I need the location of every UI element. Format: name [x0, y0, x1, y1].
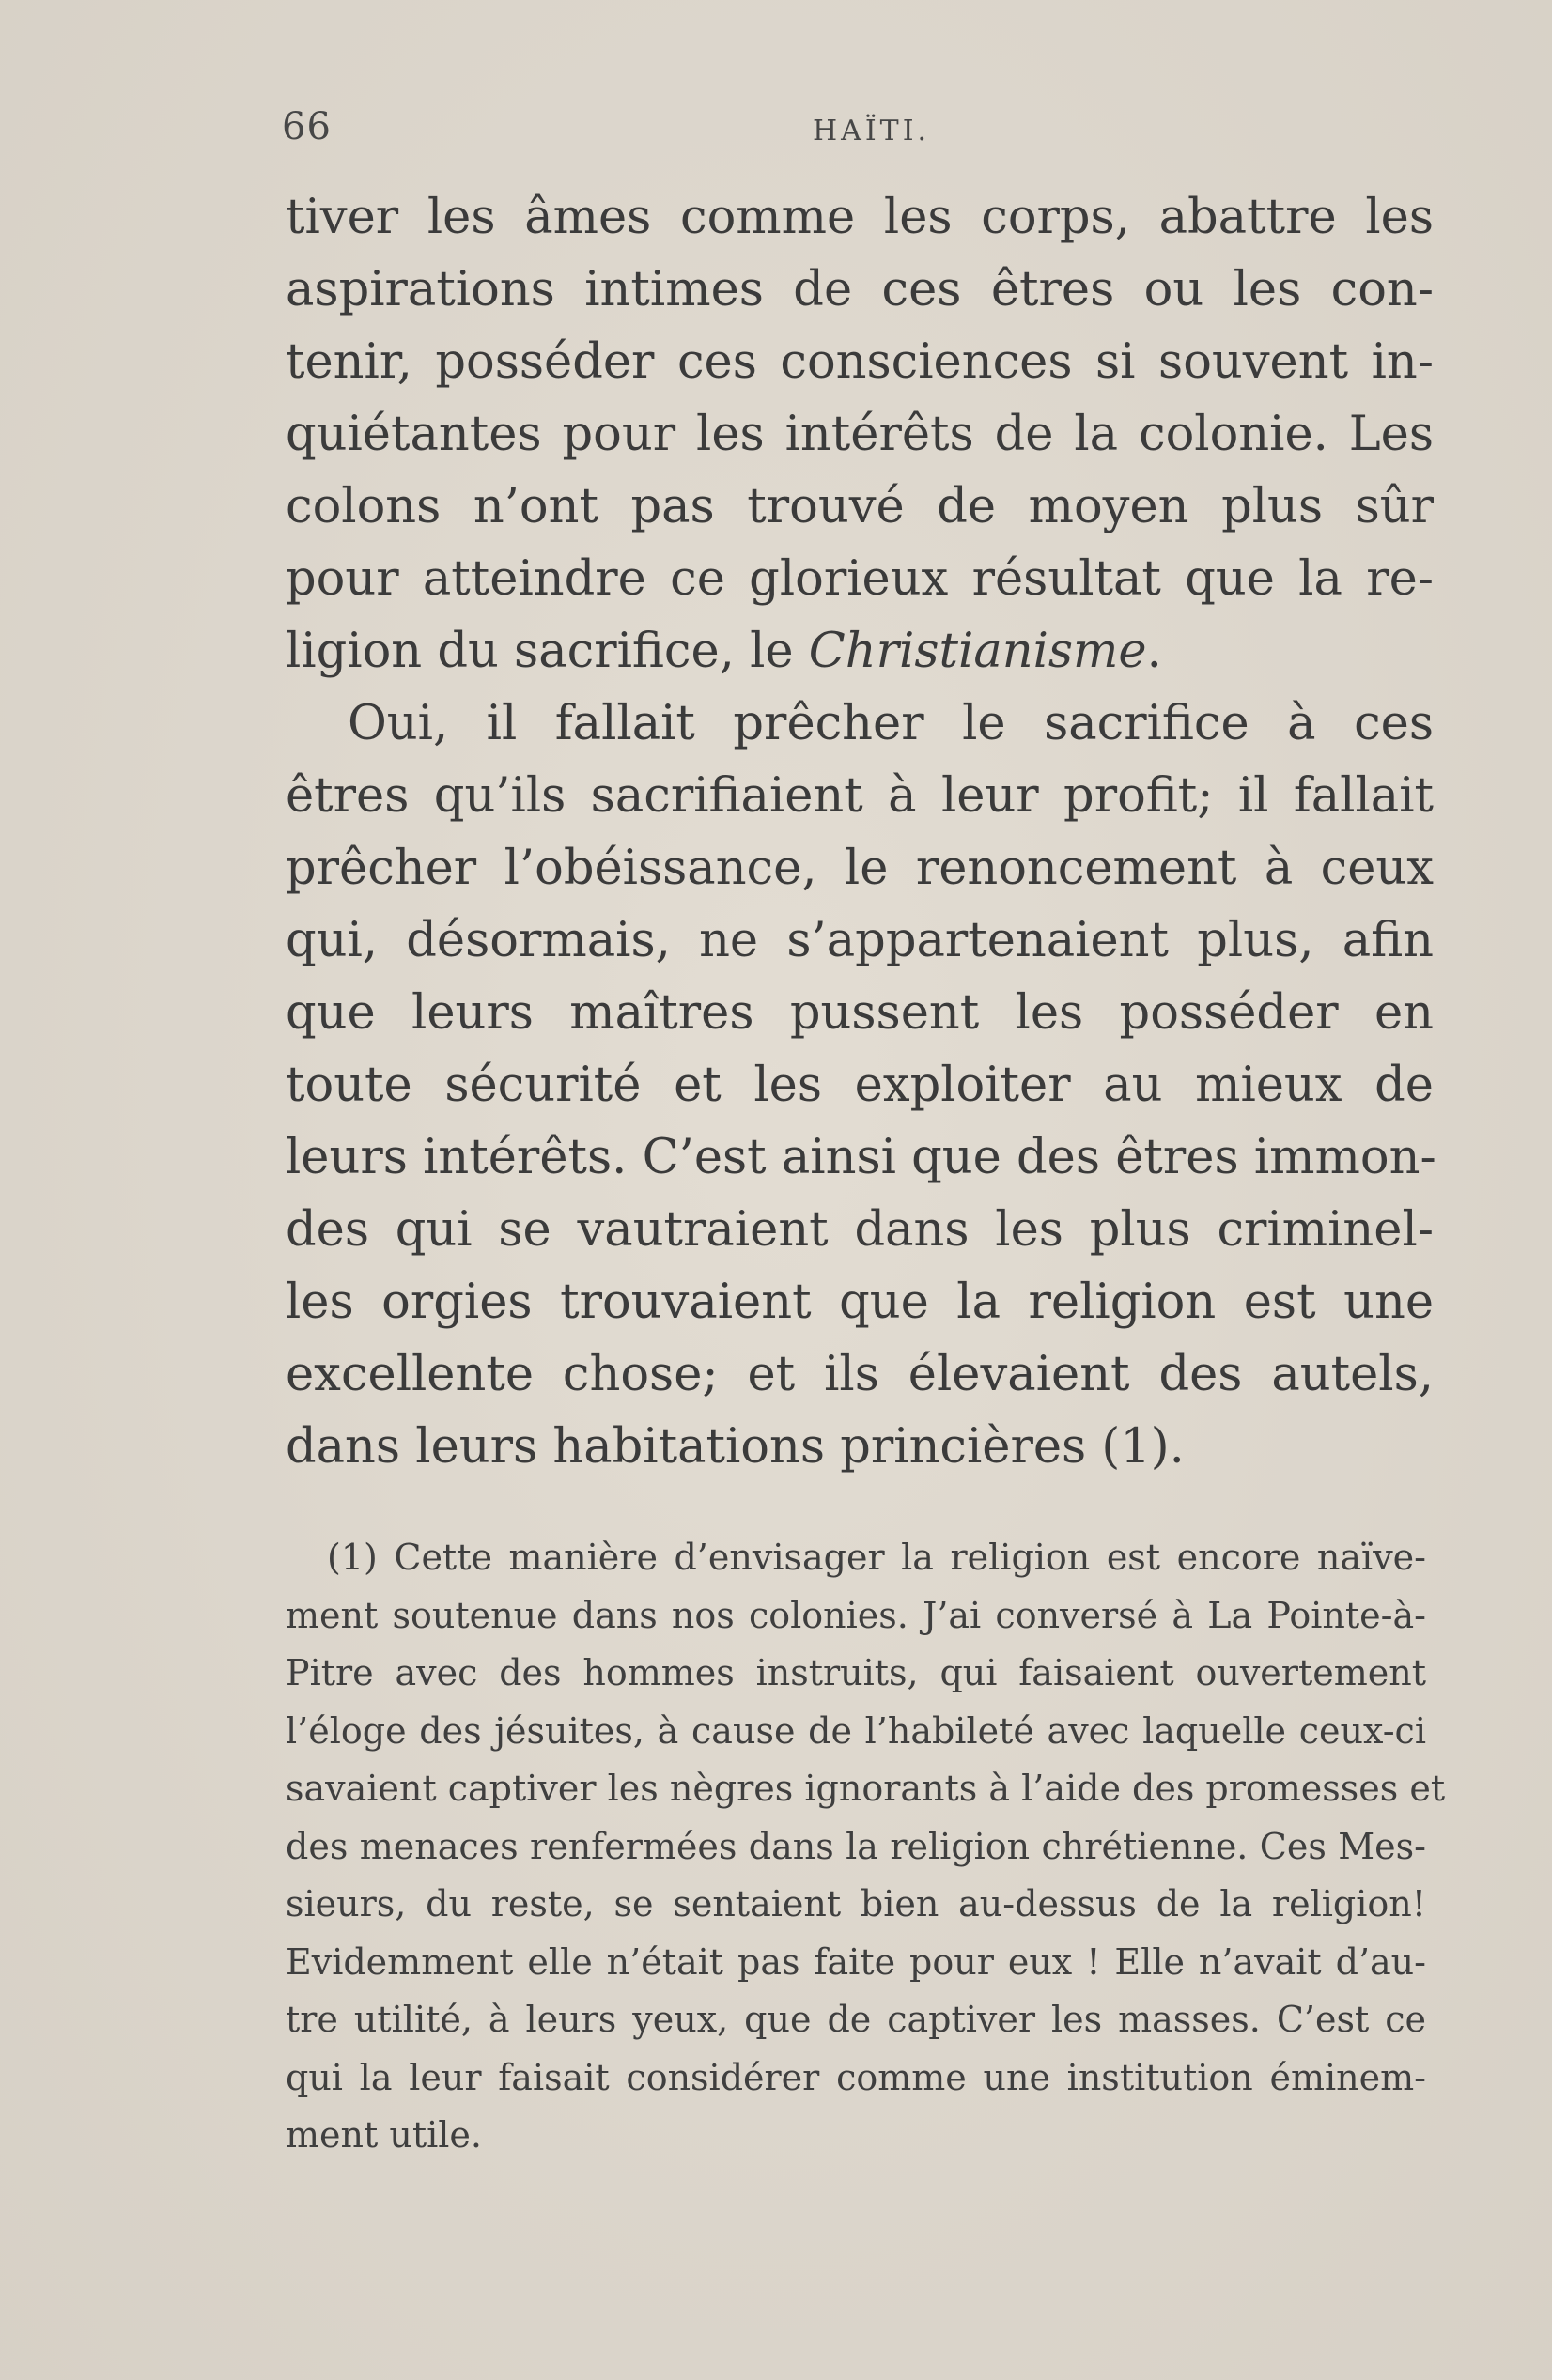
footnote-line: ment soutenue dans nos colonies. J’ai conversé à La Pointe-à- — [286, 1594, 1426, 1636]
footnote-line: Evidemment elle n’était pas faite pour eux ! Elle n’avait d’au- — [286, 1940, 1426, 1983]
text-line: des qui se vautraient dans les plus criminel- — [286, 1202, 1434, 1258]
italic-word: Christianisme — [808, 624, 1147, 679]
running-head: HAÏTI. — [813, 115, 931, 147]
footnote-line: des menaces renfermées dans la religion chrétienne. Ces Mes- — [286, 1825, 1426, 1867]
main-text — [286, 181, 1434, 1483]
page-number: 66 — [282, 105, 332, 148]
text-line: prêcher l’obéissance, le renoncement à ceux — [286, 841, 1434, 896]
text-line: que leurs maîtres pussent les posséder en — [286, 985, 1434, 1041]
text-line: les orgies trouvaient que la religion est une — [286, 1275, 1434, 1330]
text-line: aspirations intimes de ces êtres ou les con- — [286, 262, 1434, 317]
paragraph-end-line — [286, 615, 1434, 688]
text-line: toute sécurité et les exploiter au mieux de — [286, 1058, 1434, 1113]
footnote-line: savaient captiver les nègres ignorants à l’aide des promesses et — [286, 1768, 1446, 1809]
text-line: qui, désormais, ne s’appartenaient plus, afin — [286, 913, 1434, 968]
text-line: tenir, posséder ces consciences si souvent in- — [286, 334, 1434, 390]
footnote-line: qui la leur faisait considérer comme une institution éminem- — [286, 2056, 1426, 2098]
footnote-line: ment utile. — [286, 2114, 482, 2156]
text-line: pour atteindre ce glorieux résultat que la re- — [286, 551, 1434, 607]
footnote-line: sieurs, du reste, se sentaient bien au-dessus de la religion! — [286, 1883, 1426, 1924]
text-line: quiétantes pour les intérêts de la colonie. Les — [286, 407, 1434, 462]
text-line: colons n’ont pas trouvé de moyen plus sûr — [286, 479, 1434, 534]
footnote — [286, 1529, 1446, 2165]
text-fragment: . — [1146, 624, 1162, 679]
text-line: tiver les âmes comme les corps, abattre les — [286, 190, 1434, 245]
text-line: leurs intérêts. C’est ainsi que des êtres immon- — [286, 1130, 1436, 1185]
paragraph-end-line: dans leurs habitations princières (1). — [286, 1419, 1185, 1475]
footnote-line: l’éloge des jésuites, à cause de l’habileté avec laquelle ceux-ci — [286, 1709, 1426, 1752]
footnote-line: (1) Cette manière d’envisager la religion est encore naïve- — [327, 1537, 1426, 1578]
page-header — [282, 105, 1437, 162]
footnote-line: tre utilité, à leurs yeux, que de captiver les masses. C’est ce — [286, 1999, 1426, 2040]
footnote-line: Pitre avec des hommes instruits, qui faisaient ouvertement — [286, 1652, 1426, 1693]
text-line: êtres qu’ils sacrifiaient à leur profit; il fallait — [286, 768, 1434, 824]
text-line: excellente chose; et ils élevaient des autels, — [286, 1347, 1434, 1402]
text-fragment: ligion du sacrifice, le — [286, 624, 809, 679]
paragraph-start-line: Oui, il fallait prêcher le sacrifice à ces — [348, 696, 1434, 751]
